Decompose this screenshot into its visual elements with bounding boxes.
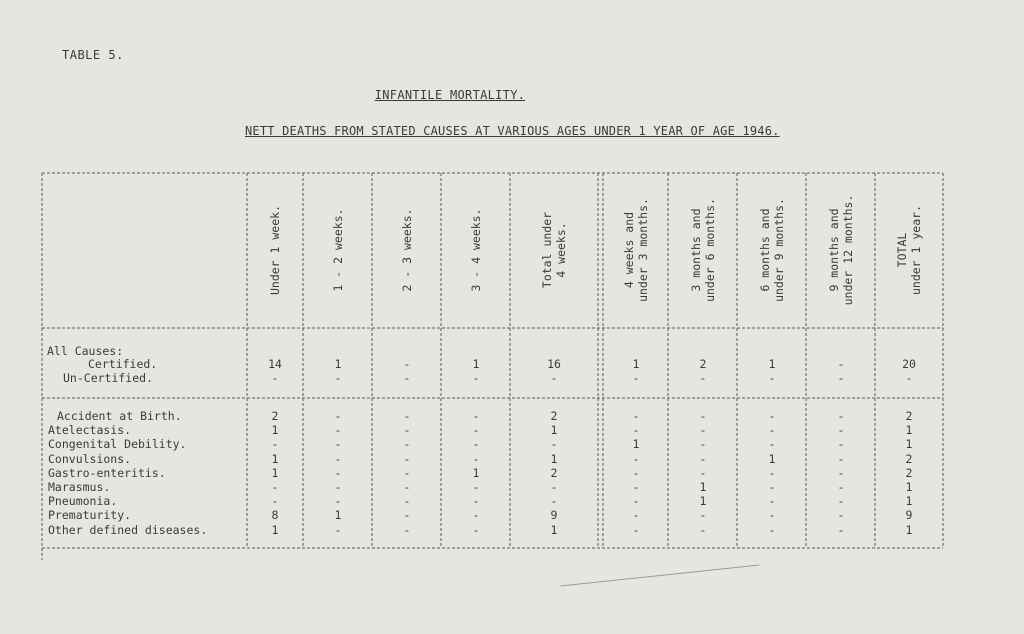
table-cell: -	[271, 371, 279, 385]
table-cell: -	[768, 371, 776, 385]
table-cell: -	[837, 371, 845, 385]
column-header-label: 6 months and under 9 months.	[758, 198, 786, 302]
table-cell: 1	[768, 451, 776, 466]
table-cell: 2	[550, 465, 558, 480]
table-cell: 1	[472, 465, 480, 480]
table-cell: 1	[768, 357, 776, 371]
table-cell: -	[334, 522, 342, 537]
table-cell: -	[271, 437, 279, 452]
table-cell: -	[632, 480, 640, 494]
table-cell: 1	[905, 437, 913, 452]
table-cell: -	[699, 409, 707, 423]
table-cell: 2	[550, 409, 558, 423]
table-cell: -	[837, 494, 845, 509]
table-cell: -	[334, 371, 342, 385]
table-cell: -	[271, 494, 279, 509]
table-cell: 8	[271, 508, 279, 523]
table-cell: 20	[902, 357, 916, 371]
table-cell: -	[699, 522, 707, 537]
table-cell: -	[837, 508, 845, 523]
table-cell: 9	[550, 508, 558, 523]
column-header-label: 4 weeks and under 3 months.	[622, 198, 650, 302]
table-cell: -	[837, 480, 845, 494]
table-cell: -	[334, 451, 342, 466]
table-cell: -	[768, 494, 776, 509]
table-cell: -	[472, 508, 480, 523]
table-cell: -	[632, 409, 640, 423]
table-cell: -	[837, 451, 845, 466]
table-cell: 2	[905, 451, 913, 466]
table-cell: 2	[271, 409, 279, 423]
table-cell: -	[768, 522, 776, 537]
table-cell: -	[699, 437, 707, 452]
table-cell: -	[472, 371, 480, 385]
table-cell: -	[403, 465, 411, 480]
row-label: Other defined diseases.	[48, 522, 208, 537]
table-cell: -	[472, 480, 480, 494]
table-cell: -	[768, 437, 776, 452]
table-cell: -	[403, 494, 411, 509]
table-cell: 1	[905, 423, 913, 438]
table-cell: 1	[271, 465, 279, 480]
table-cell: -	[334, 423, 342, 438]
column-header-label: 3 - 4 weeks.	[469, 208, 483, 292]
table-cell: -	[632, 508, 640, 523]
table-cell: -	[632, 451, 640, 466]
row-label: Accident at Birth.	[57, 409, 182, 423]
table-cell: -	[632, 494, 640, 509]
table-cell: 1	[905, 522, 913, 537]
table-cell: -	[403, 451, 411, 466]
table-cell: 1	[632, 357, 640, 371]
table-label: TABLE 5.	[62, 48, 124, 62]
table-cell: -	[403, 371, 411, 385]
table-cell: -	[632, 522, 640, 537]
column-header-label: Total under 4 weeks.	[540, 211, 568, 289]
table-cell: -	[472, 409, 480, 423]
column-header-label: 2 - 3 weeks.	[400, 208, 414, 292]
column-header-label: Under 1 week.	[268, 204, 282, 296]
table-cell: -	[837, 522, 845, 537]
table-cell: -	[837, 437, 845, 452]
table-cell: 1	[334, 508, 342, 523]
table-cell: -	[550, 371, 558, 385]
table-cell: -	[472, 494, 480, 509]
table-cell: -	[550, 480, 558, 494]
table-cell: -	[699, 451, 707, 466]
table-cell: -	[837, 357, 845, 371]
table-cell: 2	[905, 409, 913, 423]
table-cell: -	[403, 508, 411, 523]
table-cell: 1	[905, 494, 913, 509]
table-cell: -	[699, 465, 707, 480]
table-subtitle: NETT DEATHS FROM STATED CAUSES AT VARIOUS AGES UNDER 1 YEAR OF AGE 1946.	[245, 124, 780, 138]
table-cell: -	[699, 371, 707, 385]
column-header-label: 3 months and under 6 months.	[689, 198, 717, 302]
row-label: Pneumonia.	[48, 494, 118, 509]
row-label: Un-Certified.	[63, 371, 154, 385]
table-cell: -	[632, 465, 640, 480]
page-title: INFANTILE MORTALITY.	[374, 88, 526, 102]
table-cell: -	[403, 423, 411, 438]
table-cell: -	[699, 508, 707, 523]
row-label: Congenital Debility.	[48, 437, 187, 452]
table-cell: -	[768, 409, 776, 423]
table-cell: 1	[699, 494, 707, 509]
table-cell: 1	[271, 451, 279, 466]
table-cell: 1	[699, 480, 707, 494]
table-cell: -	[334, 494, 342, 509]
table-cell: -	[837, 409, 845, 423]
table-cell: 1	[905, 480, 913, 494]
table-cell: 1	[632, 437, 640, 452]
column-header-label: 1 - 2 weeks.	[331, 208, 345, 292]
table-cell: 1	[271, 423, 279, 438]
row-label: Gastro-enteritis.	[48, 465, 166, 480]
table-cell: -	[768, 508, 776, 523]
table-cell: 1	[334, 357, 342, 371]
table-cell: -	[550, 437, 558, 452]
table-cell: 2	[905, 465, 913, 480]
table-cell: 1	[271, 522, 279, 537]
table-cell: -	[271, 480, 279, 494]
row-label: Certified.	[88, 357, 158, 371]
table-cell: -	[472, 451, 480, 466]
table-cell: -	[837, 423, 845, 438]
table-cell: -	[768, 465, 776, 480]
table-cell: -	[334, 409, 342, 423]
table-cell: -	[768, 480, 776, 494]
row-label: Prematurity.	[48, 508, 132, 523]
column-header-label: 9 months and under 12 months.	[827, 194, 855, 306]
table-cell: -	[550, 494, 558, 509]
table-cell: -	[472, 423, 480, 438]
table-cell: -	[472, 437, 480, 452]
table-cell: -	[403, 522, 411, 537]
table-cell: -	[334, 465, 342, 480]
table-cell: -	[334, 437, 342, 452]
table-cell: 16	[547, 357, 561, 371]
table-cell: -	[699, 423, 707, 438]
table-cell: -	[403, 480, 411, 494]
table-cell: -	[472, 522, 480, 537]
summary-heading: All Causes:	[47, 344, 124, 358]
column-header-label: TOTAL under 1 year.	[895, 204, 923, 296]
table-cell: -	[837, 465, 845, 480]
table-cell: 1	[472, 357, 480, 371]
table-cell: -	[905, 371, 913, 385]
table-cell: -	[632, 371, 640, 385]
table-cell: 2	[699, 357, 707, 371]
table-cell: 1	[550, 451, 558, 466]
table-cell: -	[403, 357, 411, 371]
table-cell: -	[334, 480, 342, 494]
row-label: Convulsions.	[48, 451, 132, 466]
table-cell: 1	[550, 423, 558, 438]
table-cell: -	[768, 423, 776, 438]
table-cell: -	[403, 437, 411, 452]
table-cell: -	[632, 423, 640, 438]
table-cell: -	[403, 409, 411, 423]
table-cell: 9	[905, 508, 913, 523]
table-cell: 14	[268, 357, 282, 371]
table-cell: 1	[550, 522, 558, 537]
row-label: Atelectasis.	[48, 423, 132, 438]
row-label: Marasmus.	[48, 480, 111, 494]
